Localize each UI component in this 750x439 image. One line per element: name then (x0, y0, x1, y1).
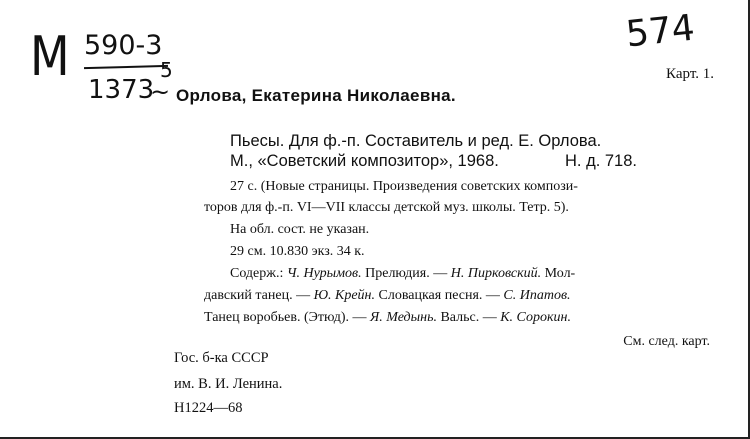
work-title: Мол- (544, 266, 576, 281)
composer-name: Ю. Крейн. (313, 288, 375, 303)
see-next-card: См. след. карт. (623, 334, 710, 349)
imprint-price: Н. д. 718. (565, 152, 637, 170)
work-title: Прелюдия. — (365, 266, 448, 281)
shelfmark-tilde: ~ (150, 78, 171, 106)
shelfmark-superscript: 5 (160, 58, 173, 82)
composer-name: С. Ипатов. (503, 288, 571, 303)
composer-name: Ч. Нурымов. (286, 266, 362, 281)
composer-name: Я. Медынь. (370, 310, 437, 325)
shelfmark-bottom: 1373 (88, 75, 155, 105)
title-line: Пьесы. Для ф.-п. Составитель и ред. Е. Орлова. (230, 132, 602, 150)
library-line-1: Гос. б-ка СССР (174, 350, 269, 366)
shelfmark-divider (84, 65, 168, 69)
work-title: Словацкая песня. — (378, 288, 500, 303)
card-number: Карт. 1. (666, 66, 714, 82)
cover-note: На обл. сост. не указан. (230, 222, 370, 237)
contents-label: Содерж.: (230, 266, 284, 281)
imprint-line (230, 151, 637, 171)
author-heading: Орлова, Екатерина Николаевна. (176, 86, 456, 105)
handwritten-number: 574 (623, 7, 697, 56)
pages-line-1: 27 с. (Новые страницы. Произведения советских компози- (230, 179, 578, 194)
contents-line-2 (204, 286, 571, 306)
pages-line-2: торов для ф.-п. VI—VII классы детской муз. школы. Тетр. 5). (204, 200, 569, 215)
composer-name: Н. Пирковский. (450, 266, 542, 281)
library-line-2: им. В. И. Ленина. (174, 376, 283, 392)
format-line: 29 см. 10.830 экз. 34 к. (230, 244, 365, 259)
work-title: давский танец. — (204, 288, 311, 303)
shelfmark-top: 590-3 (84, 30, 163, 61)
catalog-code: Н1224—68 (174, 400, 243, 416)
work-title: Вальс. — (440, 310, 497, 325)
composer-name: К. Сорокин. (500, 310, 571, 325)
imprint-publisher: М., «Советский композитор», 1968. (230, 152, 499, 170)
shelfmark-letter: М (30, 25, 70, 88)
work-title: Танец воробьев. (Этюд). — (204, 310, 367, 325)
contents-line-3 (204, 308, 571, 328)
contents-line-1 (230, 264, 575, 284)
